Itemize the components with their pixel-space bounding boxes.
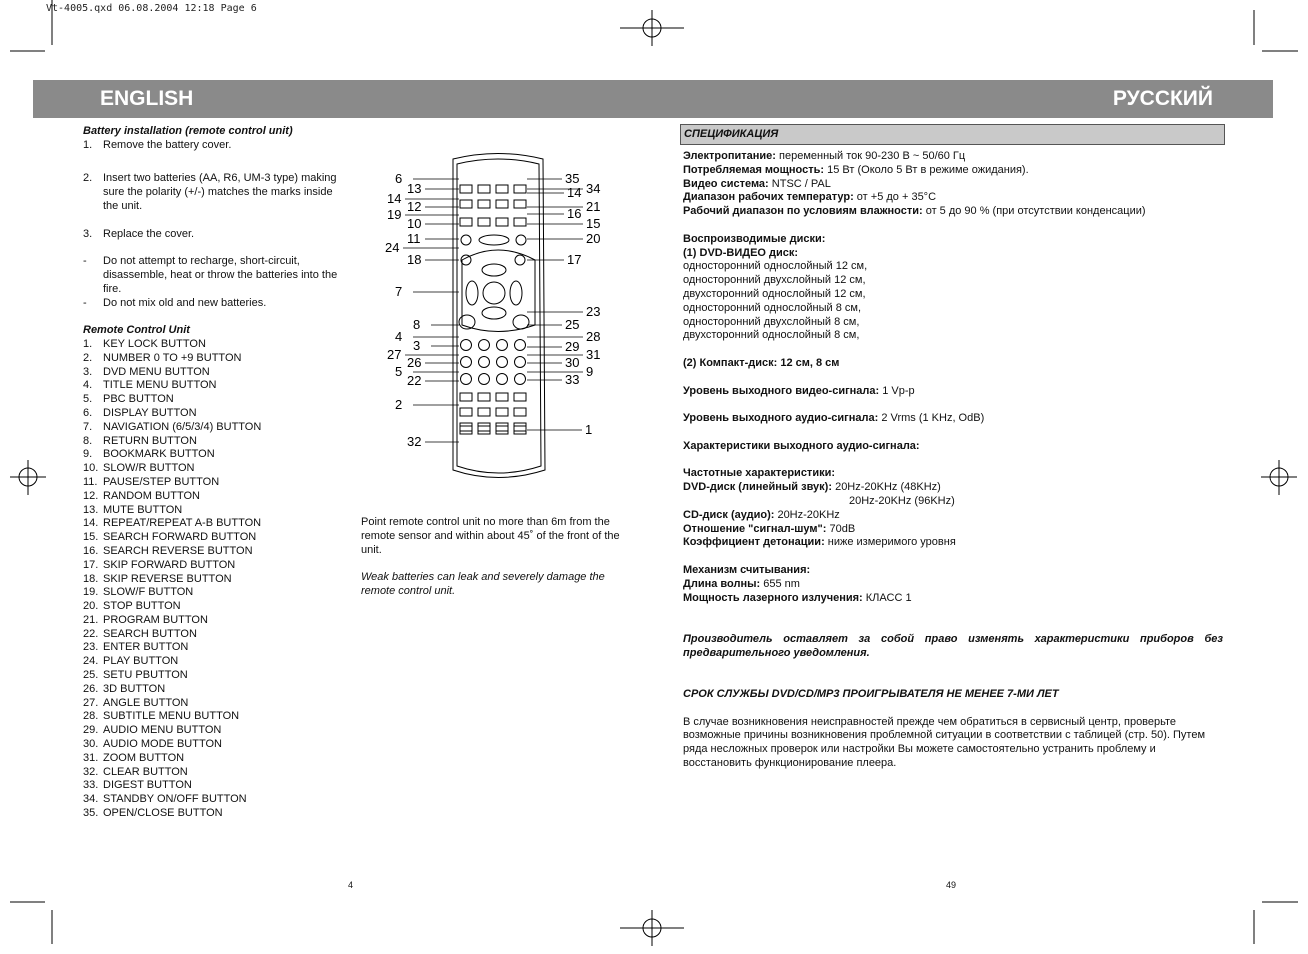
list-item: 2. Insert two batteries (AA, R6, UM-3 type) making sure the polarity (+/-) matches the marks inside the unit. [83,172,337,212]
play-button [479,235,509,245]
callout-number: 26 [407,355,422,370]
callout-number: 27 [387,347,402,362]
remote-item: 12. RANDOM BUTTON [83,489,200,502]
remote-item: 13. MUTE BUTTON [83,503,183,516]
change-notice: Производитель оставляет за собой право изменять характеристики приборов без предварительного уведомления. [683,632,1223,659]
remote-item: 29. AUDIO MENU BUTTON [83,724,222,737]
remote-item: 28. SUBTITLE MENU BUTTON [83,710,240,723]
callout-number: 21 [586,199,601,214]
remote-item: 33. DIGEST BUTTON [83,779,192,792]
remote-item: 2. NUMBER 0 TO +9 BUTTON [83,351,242,364]
spec-row: Коэффициент детонации: ниже измеримого уровня [683,536,956,549]
remote-button [479,357,490,368]
callout-number: 10 [407,216,422,231]
remote-item: 27. ANGLE BUTTON [83,696,189,709]
callout-number: 9 [586,364,594,379]
callout-number: 23 [586,304,601,319]
russian-heading: РУССКИЙ [1112,87,1213,110]
callout-number: 20 [586,231,601,246]
cd-line: (2) Компакт-диск: 12 см, 8 см [683,356,840,369]
remote-item: 10. SLOW/R BUTTON [83,462,195,475]
left-column [83,125,343,821]
callout-number: 6 [395,171,403,186]
remote-button [460,185,472,193]
remote-item: 26. 3D BUTTON [83,682,166,695]
spec-row: Отношение "сигнал-шум": 70dB [683,522,856,535]
remote-button [515,357,526,368]
audio-char-title: Характеристики выходного аудио-сигнала: [683,439,920,452]
remote-item: 35. OPEN/CLOSE BUTTON [83,807,223,820]
spec-row: Уровень выходного видео-сигнала: 1 Vp-p [683,384,915,397]
remote-button [514,218,526,226]
nav-left-button [466,281,478,305]
spec-row: Мощность лазерного излучения: КЛАСС 1 [683,591,912,604]
nav-up-button [482,264,506,276]
remote-button [497,340,508,351]
callout-number: 15 [586,216,601,231]
remote-button [461,374,472,385]
remote-button [497,357,508,368]
language-banner [33,80,1273,118]
callout-number: 32 [407,434,422,449]
remote-button [478,408,490,416]
callout-number: 25 [565,317,580,332]
remote-button [514,426,526,434]
battery-warning: Weak batteries can leak and severely damage the remote control unit. [361,571,605,597]
file-header: Vt-4005.qxd 06.08.2004 12:18 Page 6 [46,3,257,14]
remote-item: 15. SEARCH FORWARD BUTTON [83,531,257,544]
remote-item: 16. SEARCH REVERSE BUTTON [83,544,253,557]
freq-title: Частотные характеристики: [683,467,836,480]
remote-item: 22. SEARCH BUTTON [83,627,197,640]
warning-item: - Do not mix old and new batteries. [83,296,267,309]
spec-row: Диапазон рабочих температур: от +5 до + 35°С [683,191,937,204]
nav-right-button [510,281,522,305]
remote-button [514,423,526,431]
callout-number: 13 [407,181,422,196]
remote-item: 1. KEY LOCK BUTTON [83,337,206,350]
remote-button [516,235,526,245]
remote-button [461,235,471,245]
remote-button [478,426,490,434]
callout-number: 12 [407,199,422,214]
dvd-line: односторонний двухслойный 8 см, [683,315,860,328]
remote-button [479,374,490,385]
remote-button [496,393,508,401]
remote-button [460,218,472,226]
callout-number: 35 [565,171,580,186]
warning-item: - Do not attempt to recharge, short-circuit, disassemble, heat or throw the batteries into the fire. [83,255,338,295]
callout-number: 29 [565,339,580,354]
remote-item: 19. SLOW/F BUTTON [83,586,194,599]
remote-button [515,374,526,385]
dvd-line: односторонний однослойный 12 см, [683,260,868,273]
remote-item: 8. RETURN BUTTON [83,434,197,447]
remote-items-list [83,338,343,821]
spec-row: DVD-диск (линейный звук): 20Hz-20KHz (48KHz) [683,481,941,494]
spec-row: Длина волны: 655 nm [683,577,800,590]
spec-row: Потребляемая мощность: 15 Вт (Около 5 Вт в режиме ожидания). [683,163,1029,176]
remote-button [478,200,490,208]
callout-number: 8 [413,317,421,332]
spec-row: Уровень выходного аудио-сигнала: 2 Vrms (1 KHz, OdB) [683,412,985,425]
remote-item: 5. PBC BUTTON [83,393,174,406]
remote-item: 34. STANDBY ON/OFF BUTTON [83,793,247,806]
remote-title: Remote Control Unit [83,324,190,337]
callout-number: 1 [585,422,593,437]
remote-item: 20. STOP BUTTON [83,600,181,613]
callout-number: 7 [395,284,403,299]
remote-button [514,185,526,193]
remote-button [461,340,472,351]
remote-button [460,408,472,416]
remote-item: 25. SETU PBUTTON [83,669,188,682]
remote-button [460,423,472,431]
callout-number: 30 [565,355,580,370]
spec-row: CD-диск (аудио): 20Hz-20KHz [683,508,840,521]
dvd-title: (1) DVD-ВИДЕО диск: [683,246,799,259]
remote-button [496,408,508,416]
nav-down-button [482,307,506,319]
callout-number: 31 [586,347,601,362]
remote-button [515,255,525,265]
remote-item: 11. PAUSE/STEP BUTTON [83,475,220,488]
remote-button [460,200,472,208]
remote-item: 23. ENTER BUTTON [83,641,189,654]
remote-item: 18. SKIP REVERSE BUTTON [83,572,232,585]
spec-row: Рабочий диапазон по условиям влажности: от 5 до 90 % (при отсутствии конденсации) [683,205,1146,218]
callout-number: 16 [567,206,582,221]
remote-button [515,340,526,351]
placement-note: Point remote control unit no more than 6m from the remote sensor and within about 45˚ of the front of the unit. [361,516,620,556]
list-item: 1. Remove the battery cover. [83,138,232,151]
troubleshooting-note: В случае возникновения неисправностей прежде чем обратиться в сервисный центр, проверьте возможные причины возникновения проблемной ситуации в соответствии с таблицей (стр. 50). Путем ряда несложных проверок или настройки Вы можете самостоятельно устранить проблему и восстановить функционирование плеера. [683,715,1206,770]
callout-number: 14 [387,191,402,206]
remote-button [496,185,508,193]
dvd-line: односторонний однослойный 8 см, [683,301,862,314]
spec-title-box [680,124,1225,145]
callout-number: 11 [407,231,421,246]
dvd-line: двухсторонний однослойный 8 см, [683,329,860,342]
remote-button [514,393,526,401]
setup-button [513,315,529,329]
callout-number: 33 [565,372,580,387]
remote-item: 9. BOOKMARK BUTTON [83,448,215,461]
callout-number: 18 [407,252,422,267]
page-number-right: 49 [946,880,957,890]
remote-item: 32. CLEAR BUTTON [83,765,188,778]
pickup-title: Механизм считывания: [683,563,811,576]
callout-number: 17 [567,252,582,267]
callout-number: 28 [586,329,601,344]
callout-number: 2 [395,397,403,412]
spec-row: 20Hz-20KHz (96KHz) [849,494,955,507]
remote-button [497,374,508,385]
remote-button [478,185,490,193]
remote-item: 4. TITLE MENU BUTTON [83,379,217,392]
remote-control-diagram [375,150,615,485]
callout-number: 14 [567,185,582,200]
battery-title: Battery installation (remote control unit) [83,125,293,137]
remote-button [460,426,472,434]
remote-item: 7. NAVIGATION (6/5/3/4) BUTTON [83,420,262,433]
callout-number: 3 [413,338,421,353]
page-number-left: 4 [348,880,354,890]
spec-title: СПЕЦИФИКАЦИЯ [684,128,779,140]
dvd-line: односторонний двухслойный 12 см, [683,274,866,287]
callout-number: 34 [586,181,601,196]
remote-button [496,200,508,208]
discs-title: Воспроизводимые диски: [683,232,826,245]
remote-item: 21. PROGRAM BUTTON [83,613,208,626]
callout-number: 24 [385,240,400,255]
remote-button [514,408,526,416]
callout-number: 22 [407,373,422,388]
remote-button [478,218,490,226]
middle-notes [361,516,626,599]
remote-button [514,200,526,208]
remote-button [479,340,490,351]
remote-button [460,393,472,401]
service-life: СРОК СЛУЖБЫ DVD/CD/MP3 ПРОИГРЫВАТЕЛЯ НЕ МЕНЕЕ 7-МИ ЛЕТ [683,688,1059,701]
spec-row: Электропитание: переменный ток 90-230 В ~ 50/60 Гц [683,150,966,162]
remote-button [496,218,508,226]
remote-item: 30. AUDIO MODE BUTTON [83,738,222,751]
remote-item: 6. DISPLAY BUTTON [83,406,197,419]
right-column [683,150,1223,771]
callout-number: 4 [395,329,403,344]
spec-row: Видео система: NTSC / PAL [683,177,831,190]
english-heading: ENGLISH [100,87,194,110]
remote-item: 14. REPEAT/REPEAT A-B BUTTON [83,517,262,530]
remote-button [478,393,490,401]
remote-item: 3. DVD MENU BUTTON [83,365,210,378]
callout-number: 5 [395,364,403,379]
remote-button [496,423,508,431]
remote-item: 17. SKIP FORWARD BUTTON [83,558,236,571]
remote-item: 31. ZOOM BUTTON [83,751,185,764]
list-item: 3. Replace the cover. [83,227,195,240]
dvd-line: двухсторонний однослойный 12 см, [683,287,866,300]
remote-button [496,426,508,434]
remote-button [478,423,490,431]
callout-number: 19 [387,207,402,222]
enter-button [483,282,505,304]
remote-button [461,357,472,368]
remote-item: 24. PLAY BUTTON [83,655,179,668]
